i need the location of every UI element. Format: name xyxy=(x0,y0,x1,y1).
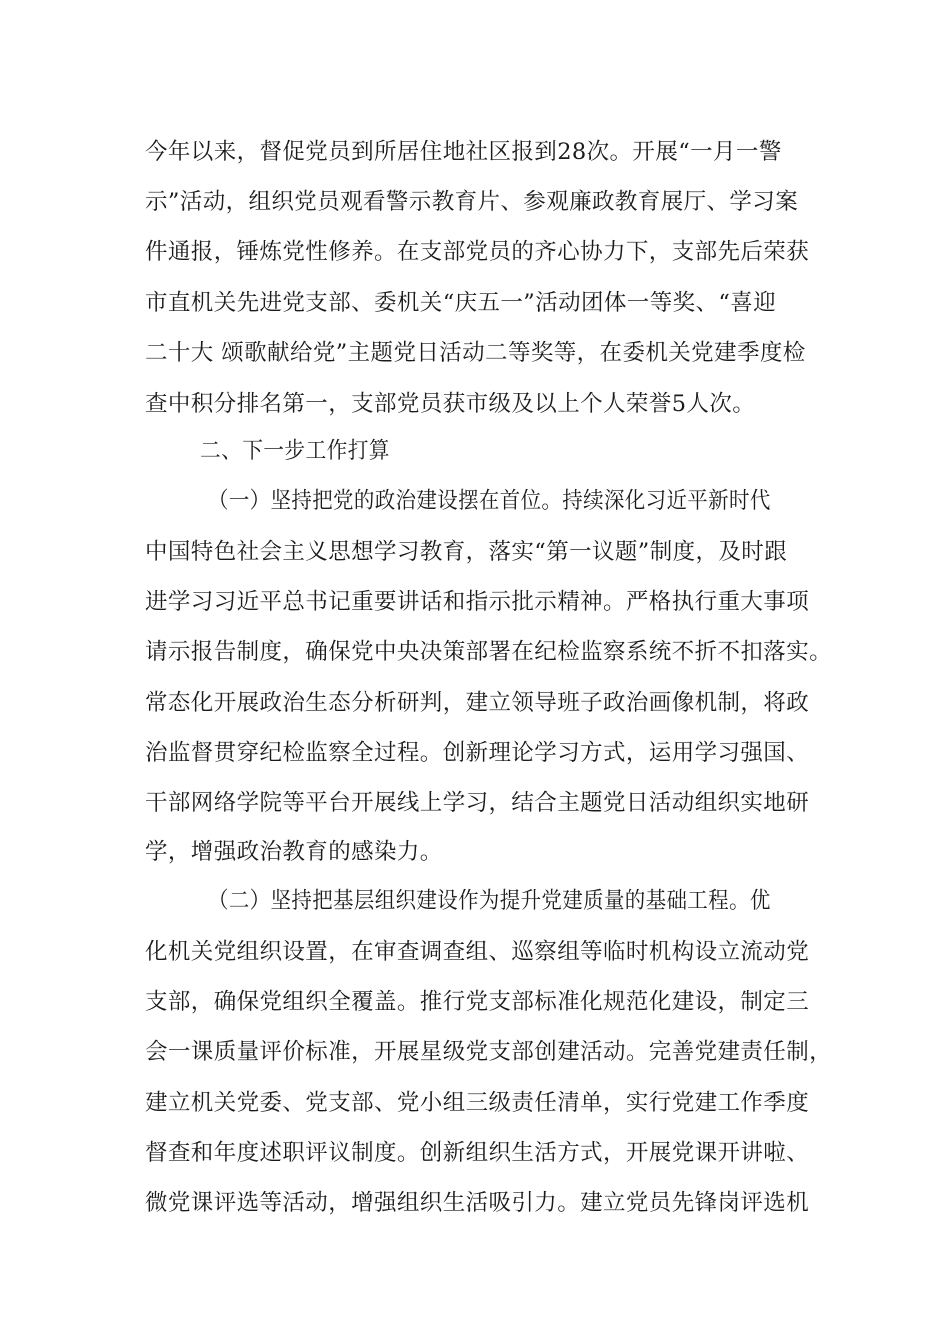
text-line: 查中积分排名第一，支部党员获市级及以上个人荣誉5人次。 xyxy=(145,391,756,417)
text-line: 化机关党组织设置，在审查调查组、巡察组等临时机构设立流动党 xyxy=(145,939,810,965)
text-line: 常态化开展政治生态分析研判，建立领导班子政治画像机制，将政 xyxy=(145,690,810,716)
text-line: 今年以来，督促党员到所居住地社区报到28次。开展“一月一警 xyxy=(145,139,782,165)
text-line: 件通报，锤炼党性修养。在支部党员的齐心协力下，支部先后荣获 xyxy=(145,239,810,265)
text-line: 中国特色社会主义思想学习教育，落实“第一议题”制度，及时跟 xyxy=(145,539,788,565)
text-line: 会一课质量评价标准，开展星级党支部创建活动。完善党建责任制， xyxy=(145,1039,833,1065)
text-line: 微党课评选等活动，增强组织生活吸引力。建立党员先锋岗评选机 xyxy=(145,1190,810,1216)
text-line: 支部，确保党组织全覆盖。推行党支部标准化规范化建设，制定三 xyxy=(145,989,810,1015)
text-line: 市直机关先进党支部、委机关“庆五一”活动团体一等奖、“喜迎 xyxy=(145,290,777,316)
text-line: 二十大 颂歌献给党”主题党日活动二等奖等，在委机关党建季度检 xyxy=(145,340,806,366)
text-line: 示”活动，组织党员观看警示教育片、参观廉政教育展厅、学习案 xyxy=(145,189,799,215)
text-line: 进学习习近平总书记重要讲话和指示批示精神。严格执行重大事项 xyxy=(145,589,810,615)
section-heading: 二、下一步工作打算 xyxy=(200,438,390,464)
text-line: 督查和年度述职评议制度。创新组织生活方式，开展党课开讲啦、 xyxy=(145,1140,810,1166)
subsection-heading-line: （一）坚持把党的政治建设摆在首位。持续深化习近平新时代 xyxy=(208,488,771,514)
text-line: 建立机关党委、党支部、党小组三级责任清单，实行党建工作季度 xyxy=(145,1090,810,1116)
text-line: 请示报告制度，确保党中央决策部署在纪检监察系统不折不扣落实。 xyxy=(145,639,833,665)
subsection-heading-line: （二）坚持把基层组织建设作为提升党建质量的基础工程。优 xyxy=(208,888,771,914)
text-line: 学，增强政治教育的感染力。 xyxy=(145,839,443,865)
text-line: 治监督贯穿纪检监察全过程。创新理论学习方式，运用学习强国、 xyxy=(145,740,810,766)
text-line: 干部网络学院等平台开展线上学习，结合主题党日活动组织实地研 xyxy=(145,790,810,816)
